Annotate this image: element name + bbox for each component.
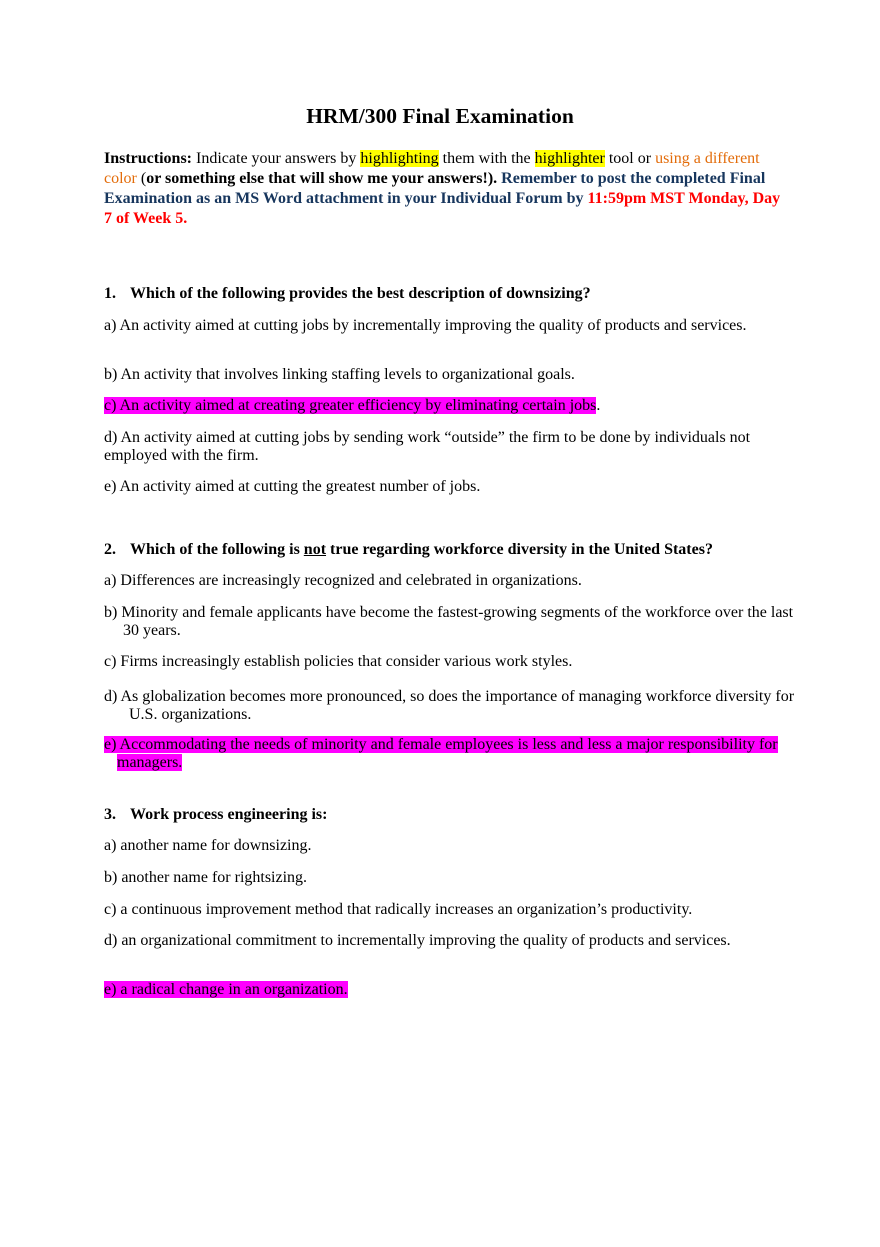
question-1-title	[104, 285, 784, 303]
question-1-option-a: a) An activity aimed at cutting jobs by incrementally improving the quality of products and services.	[104, 317, 747, 334]
instructions-label: Instructions:	[104, 150, 193, 167]
instructions-text-3: tool or	[604, 150, 656, 167]
instructions-bold-text: or something else that will show me your answers!).	[146, 170, 498, 187]
instructions-navy-text: Remember to post the completed Final Examination as an MS Word attachment in your Individual Forum by	[104, 170, 766, 207]
question-3-option-d: d) an organizational commitment to incrementally improving the quality of products and services.	[104, 932, 731, 949]
question-3-option-e	[104, 981, 784, 999]
question-2-option-b: b) Minority and female applicants have become the fastest-growing segments of the workforce over the last 30 years.	[104, 604, 794, 639]
question-number: 3.	[104, 806, 116, 823]
question-2-option-d: d) As globalization becomes more pronounced, so does the importance of managing workforce diversity for U.S. organizations.	[104, 688, 795, 723]
highlighted-answer: e) a radical change in an organization.	[104, 981, 348, 998]
instructions-orange-text: using a different color	[104, 150, 760, 187]
question-text-post: true regarding workforce diversity in the United States?	[326, 541, 713, 558]
instructions-deadline: 11:59pm MST Monday, Day 7 of Week 5.	[104, 190, 781, 227]
question-3-option-b: b) another name for rightsizing.	[104, 869, 308, 886]
highlighted-answer: c) An activity aimed at creating greater efficiency by eliminating certain jobs	[104, 397, 597, 414]
highlighted-answer: e) Accommodating the needs of minority and female employees is less and less a major responsibility for managers.	[104, 736, 778, 771]
question-text-pre: Which of the following is	[130, 541, 304, 558]
page-title: HRM/300 Final Examination	[306, 104, 574, 128]
instructions-text-4: (	[136, 170, 147, 187]
question-text: Work process engineering is:	[130, 806, 328, 823]
question-text: Which of the following provides the best description of downsizing?	[130, 285, 591, 302]
question-1-option-d: d) An activity aimed at cutting jobs by sending work “outside” the firm to be done by individuals not employed with the firm.	[104, 429, 751, 464]
question-number: 1.	[104, 285, 116, 302]
highlight-word-highlighter: highlighter	[534, 150, 605, 167]
question-2-option-a: a) Differences are increasingly recognized and celebrated in organizations.	[104, 572, 582, 589]
instructions-paragraph	[104, 149, 784, 229]
question-3-option-c: c) a continuous improvement method that radically increases an organization’s productivity.	[104, 901, 693, 918]
question-1-option-e: e) An activity aimed at cutting the greatest number of jobs.	[104, 478, 481, 495]
question-1-option-b: b) An activity that involves linking staffing levels to organizational goals.	[104, 366, 575, 383]
instructions-text-2: them with the	[438, 150, 535, 167]
question-number: 2.	[104, 541, 116, 558]
highlight-word-highlighting: highlighting	[360, 150, 439, 167]
question-text-underline: not	[303, 541, 327, 558]
question-3-title	[104, 806, 784, 824]
answer-period: .	[596, 397, 601, 414]
question-2-title	[104, 541, 784, 559]
instructions-text-1: Indicate your answers by	[192, 150, 361, 167]
question-2-option-c: c) Firms increasingly establish policies that consider various work styles.	[104, 653, 573, 670]
question-2-option-e	[104, 736, 797, 772]
question-1-option-c	[104, 397, 784, 415]
question-3-option-a: a) another name for downsizing.	[104, 837, 312, 854]
